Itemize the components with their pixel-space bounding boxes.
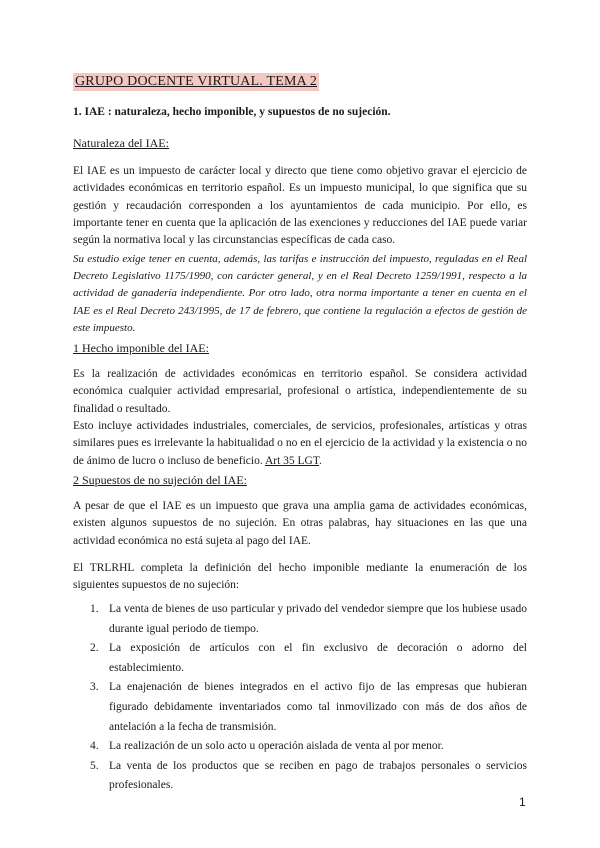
page-title: GRUPO DOCENTE VIRTUAL. TEMA 2: [75, 74, 318, 89]
list-item: 3. La enajenación de bienes integrados en el activo fijo de las empresas que hubieran figurado debidamente inventariados como tal inmovilizado con más de dos años de antelación a la fecha de transmisión.: [90, 681, 527, 733]
paragraph-hecho-imponible: Es la realización de actividades económicas en territorio español. Se considera actividad económica cualquier actividad empresarial, profesional o artística, independientemente de su finalidad o resultado.: [73, 368, 527, 415]
section-heading: 1. IAE : naturaleza, hecho imponible, y supuestos de no sujeción.: [73, 106, 391, 118]
no-sujecion-list: [90, 600, 527, 796]
paragraph-actividades-text: Esto incluye actividades industriales, comerciales, de servicios, profesionales, artísticas y otras similares pues es irrelevante la habitualidad o no en el ejercicio de la actividad y la existencia o no de ánimo de lucro o incluso de beneficio.: [73, 420, 527, 467]
article-reference: Art 35 LGT: [264, 454, 320, 467]
paragraph-trlrhl: El TRLRHL completa la definición del hecho imponible mediante la enumeración de los siguientes supuestos de no sujeción:: [73, 562, 527, 592]
subheading-naturaleza: Naturaleza del IAE:: [73, 136, 169, 150]
paragraph-actividades-end: .: [319, 454, 322, 467]
list-item: 4. La realización de un solo acto u operación aislada de venta al por menor.: [90, 740, 444, 753]
list-item: 5. La venta de los productos que se reciben en pago de trabajos personales o servicios profesionales.: [90, 759, 527, 792]
paragraph-actividades: [73, 418, 527, 470]
subheading-no-sujecion: 2 Supuestos de no sujeción del IAE:: [73, 473, 247, 487]
paragraph-naturaleza: El IAE es un impuesto de carácter local y directo que tiene como objetivo gravar el ejercicio de actividades económicas en territorio español. Es un impuesto municipal, lo que significa que su gestión y recaudación corresponden a los ayuntamientos de cada municipio. Por ello, es importante tener en cuenta que la aplicación de las exenciones y reducciones del IAE puede variar según la normativa local y las circunstancias específicas de cada caso.: [73, 165, 527, 247]
paragraph-no-sujecion: A pesar de que el IAE es un impuesto que grava una amplia gama de actividades económicas, existen algunos supuestos de no sujeción. En otras palabras, hay situaciones en las que una actividad económica no está sujeta al pago del IAE.: [73, 500, 527, 547]
page-number: 1: [519, 795, 526, 809]
subheading-hecho-imponible: 1 Hecho imponible del IAE:: [73, 341, 209, 355]
paragraph-normativa: Su estudio exige tener en cuenta, además, las tarifas e instrucción del impuesto, reguladas en el Real Decreto Legislativo 1175/1990, con carácter general, y en el Real Decreto 1259/1991, respecto a la actividad de ganadería independiente. Por otro lado, otra norma importante a tener en cuenta en el IAE es el Real Decreto 243/1995, de 17 de febrero, que contiene la regulación a efectos de gestión de este impuesto.: [73, 253, 527, 334]
list-item: 1. La venta de bienes de uso particular y privado del vendedor siempre que los hubiese usado durante igual periodo de tiempo.: [90, 603, 527, 635]
list-item: 2. La exposición de artículos con el fin exclusivo de decoración o adorno del establecimiento.: [90, 642, 527, 674]
